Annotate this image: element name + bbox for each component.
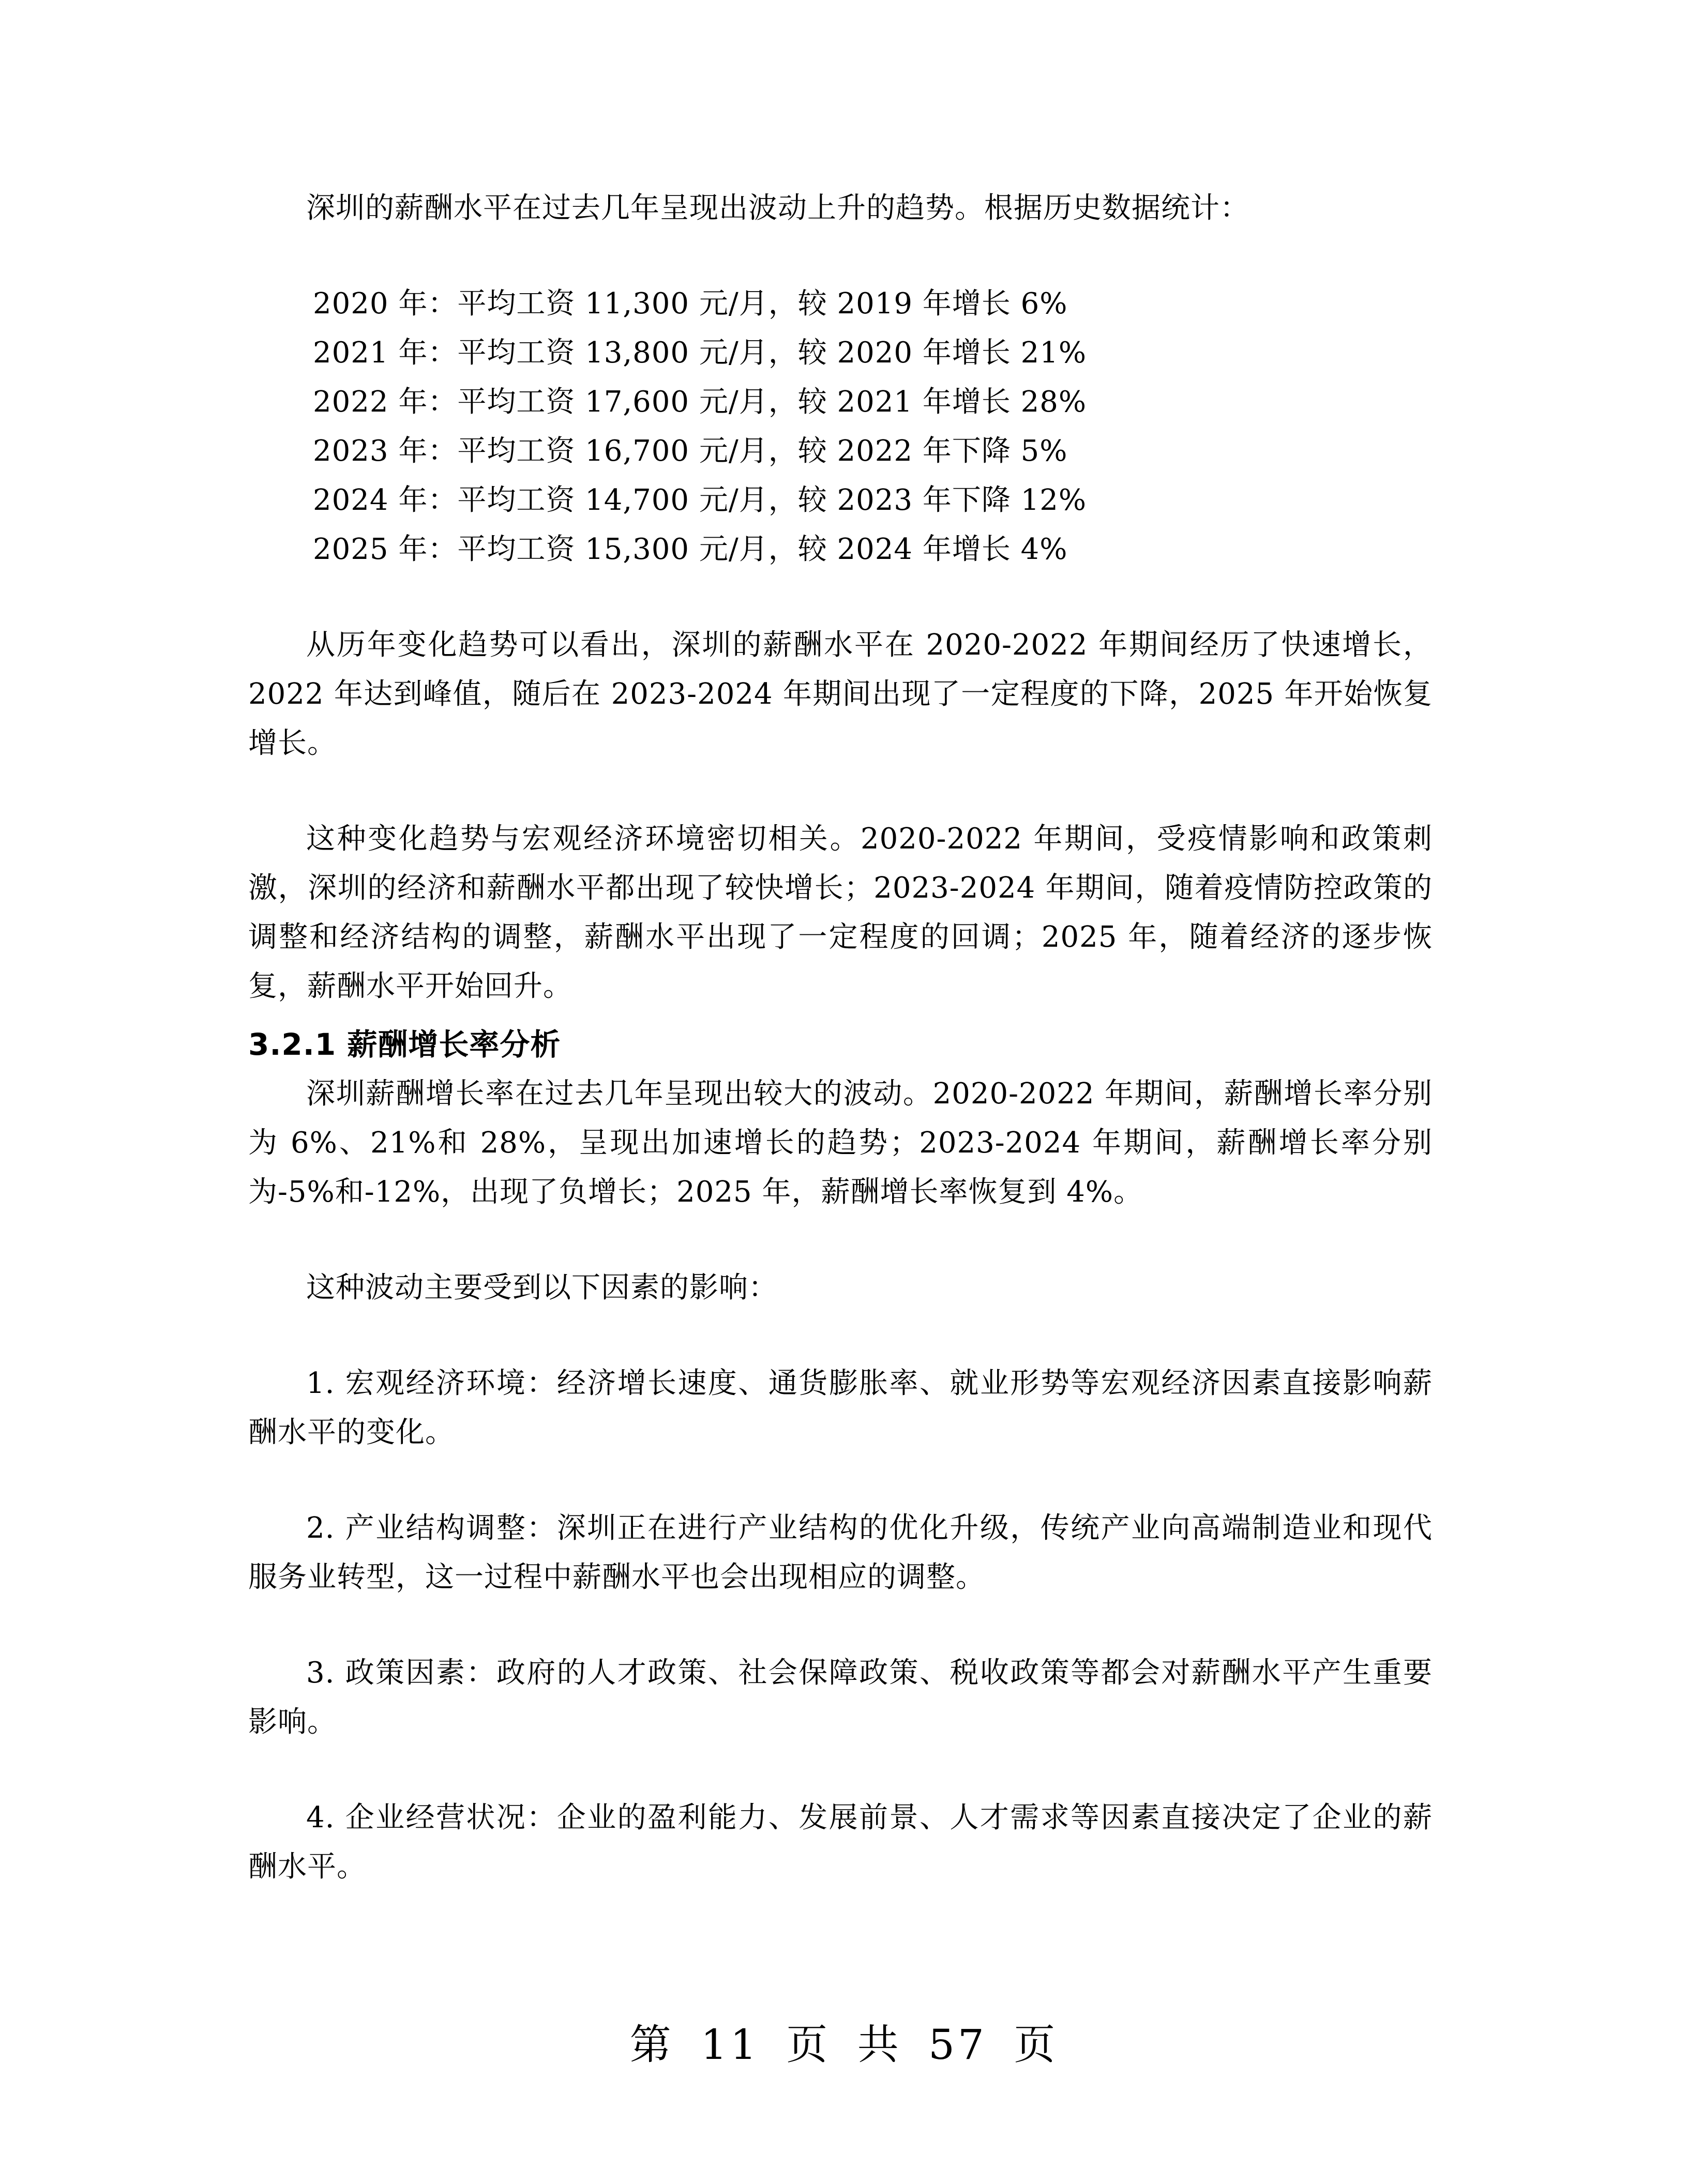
page-content	[248, 184, 1433, 1891]
stat-line-2021: 2021 年：平均工资 13,800 元/月，较 2020 年增长 21%	[313, 336, 1087, 370]
intro-paragraph: 深圳的薪酬水平在过去几年呈现出波动上升的趋势。根据历史数据统计：	[306, 191, 1249, 225]
spacer	[248, 768, 1433, 814]
spacer	[248, 1747, 1433, 1793]
macro-paragraph: 这种变化趋势与宏观经济环境密切相关。2020-2022 年期间，受疫情影响和政策刺激，深圳的经济和薪酬水平都出现了较快增长；2023-2024 年期间，随着疫情防控政策的调整和经济结构的调整，薪酬水平出现了一定程度的回调；2025 年，随着经济的逐步恢复，薪酬水平开始回升。	[248, 822, 1433, 1003]
factor-item: 2. 产业结构调整：深圳正在进行产业结构的优化升级，传统产业向高端制造业和现代服务业转型，这一过程中薪酬水平也会出现相应的调整。	[248, 1511, 1433, 1594]
stat-line-2025: 2025 年：平均工资 15,300 元/月，较 2024 年增长 4%	[313, 533, 1068, 566]
spacer	[248, 1312, 1433, 1359]
spacer	[248, 1217, 1433, 1263]
factor-item: 3. 政策因素：政府的人才政策、社会保障政策、税收政策等都会对薪酬水平产生重要影响。	[248, 1656, 1433, 1739]
stat-line-2022: 2022 年：平均工资 17,600 元/月，较 2021 年增长 28%	[313, 385, 1087, 419]
page-number-footer: 第 11 页 共 57 页	[629, 2021, 1059, 2069]
trend-paragraph: 从历年变化趋势可以看出，深圳的薪酬水平在 2020-2022 年期间经历了快速增长，2022 年达到峰值，随后在 2023-2024 年期间出现了一定程度的下降，2025 年开始恢复增长。	[248, 628, 1433, 760]
factors-intro: 这种波动主要受到以下因素的影响：	[306, 1271, 778, 1305]
factor-item: 1. 宏观经济环境：经济增长速度、通货膨胀率、就业形势等宏观经济因素直接影响薪酬水平的变化。	[248, 1367, 1433, 1449]
stat-line-2024: 2024 年：平均工资 14,700 元/月，较 2023 年下降 12%	[313, 483, 1087, 517]
spacer	[248, 233, 1433, 279]
spacer	[248, 1457, 1433, 1504]
salary-stats-list	[248, 279, 1433, 574]
stat-line-2023: 2023 年：平均工资 16,700 元/月，较 2022 年下降 5%	[313, 434, 1068, 468]
stat-line-2020: 2020 年：平均工资 11,300 元/月，较 2019 年增长 6%	[313, 287, 1068, 321]
factor-item: 4. 企业经营状况：企业的盈利能力、发展前景、人才需求等因素直接决定了企业的薪酬水平。	[248, 1801, 1433, 1884]
spacer	[248, 1602, 1433, 1648]
section-heading: 3.2.1 薪酬增长率分析	[248, 1027, 561, 1062]
spacer	[248, 574, 1433, 620]
growth-paragraph: 深圳薪酬增长率在过去几年呈现出较大的波动。2020-2022 年期间，薪酬增长率分别为 6%、21%和 28%，呈现出加速增长的趋势；2023-2024 年期间，薪酬增长率分别为-5%和-12%，出现了负增长；2025 年，薪酬增长率恢复到 4%。	[248, 1077, 1433, 1209]
